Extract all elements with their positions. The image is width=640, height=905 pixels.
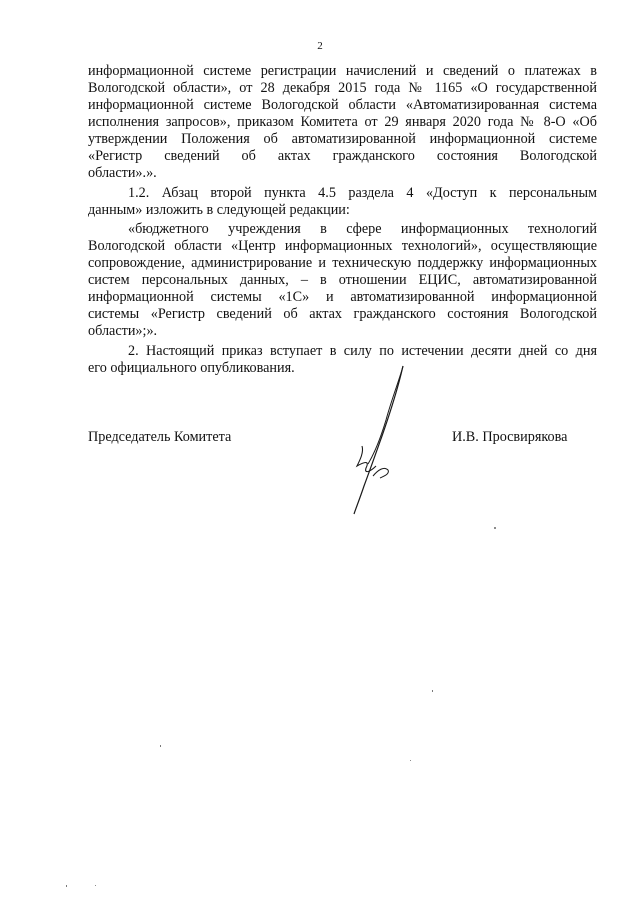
text-line: утверждении Положения об автоматизированной информационной системе (88, 131, 597, 147)
scan-speck (432, 690, 433, 692)
text-line: Вологодской области», от 28 декабря 2015 года № 1165 «О государственной (88, 80, 597, 96)
paragraph-1-2-first-line: 1.2. Абзац второй пункта 4.5 раздела 4 «Доступ к персональным (128, 185, 597, 201)
scan-speck (95, 885, 96, 886)
signatory-position: Председатель Комитета (88, 429, 232, 445)
text-line: его официального опубликования. (88, 360, 295, 376)
scan-speck (410, 760, 411, 761)
text-line: систем персональных данных, – в отношении ЕЦИС, автоматизированной (88, 272, 597, 288)
text-line: информационной системе Вологодской области «Автоматизированная система (88, 97, 597, 113)
text-line: данным» изложить в следующей редакции: (88, 202, 350, 218)
scan-speck (494, 527, 496, 529)
text-line: системы «Регистр сведений об актах гражданского состояния Вологодской (88, 306, 597, 322)
text-line: исполнения запросов», приказом Комитета от 29 января 2020 года № 8-О «Об (88, 114, 597, 130)
text-line: области»;». (88, 323, 158, 339)
handwritten-signature (340, 358, 410, 518)
quoted-paragraph-first-line: «бюджетного учреждения в сфере информационных технологий (128, 221, 597, 237)
paragraph-2-first-line: 2. Настоящий приказ вступает в силу по истечении десяти дней со дня (128, 343, 597, 359)
text-line: информационной системы «1С» и автоматизированной информационной (88, 289, 597, 305)
text-line: информационной системе регистрации начислений и сведений о платежах в (88, 63, 597, 79)
page-number: 2 (317, 40, 323, 52)
text-line: области».». (88, 165, 157, 181)
text-line: сопровождение, администрирование и техническую поддержку информационных (88, 255, 597, 271)
text-line: Вологодской области «Центр информационных технологий», осуществляющие (88, 238, 597, 254)
text-line: «Регистр сведений об актах гражданского состояния Вологодской (88, 148, 597, 164)
signatory-name: И.В. Просвирякова (452, 429, 568, 445)
scan-speck (160, 745, 161, 747)
scan-speck (66, 885, 67, 887)
